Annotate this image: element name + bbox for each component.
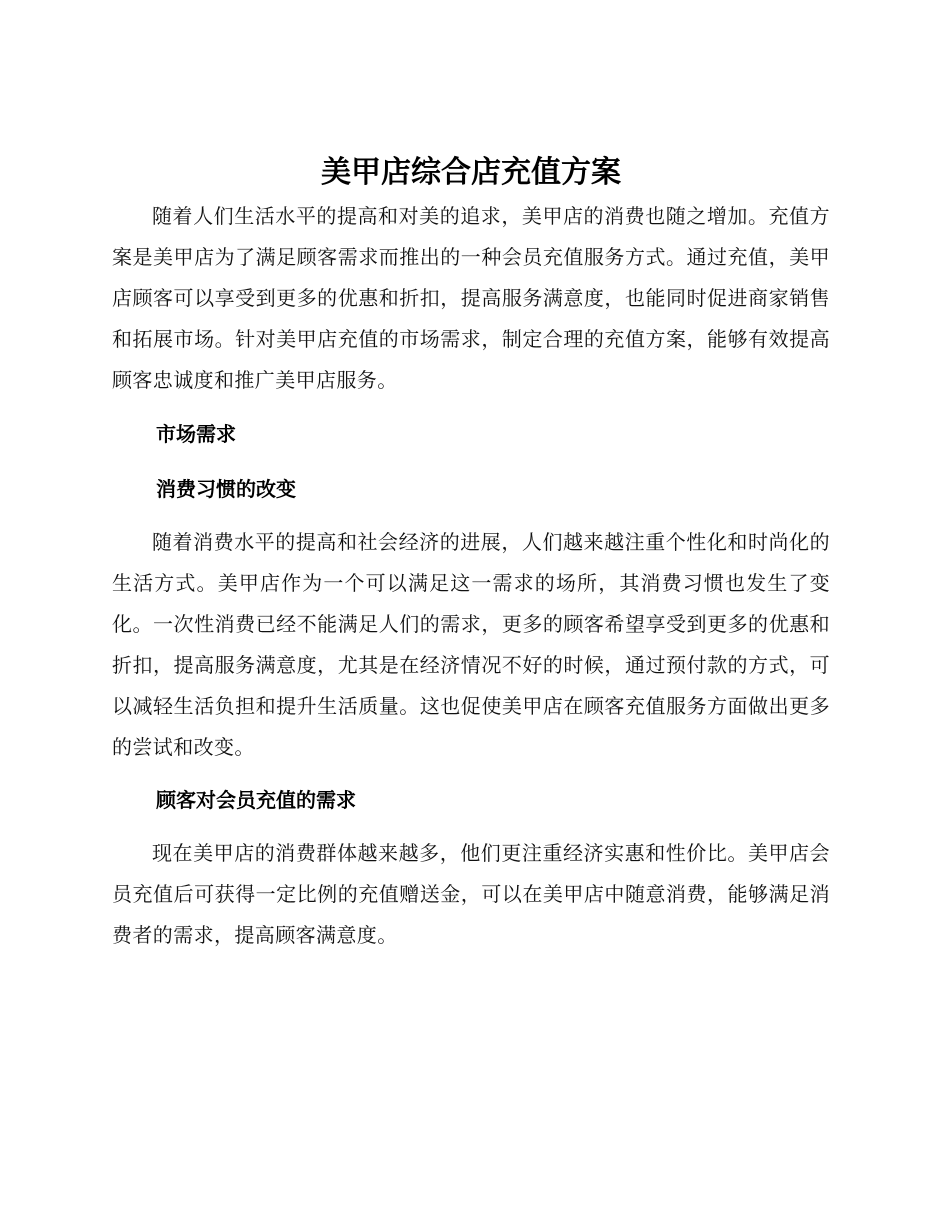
consumption-habits-paragraph: 随着消费水平的提高和社会经济的进展，人们越来越注重个性化和时尚化的生活方式。美甲店作为一个可以满足这一需求的场所，其消费习惯也发生了变化。一次性消费已经不能满足人们的需求，更多的顾客希望享受到更多的优惠和折扣，提高服务满意度，尤其是在经济情况不好的时候，通过预付款的方式，可以减轻生活负担和提升生活质量。这也促使美甲店在顾客充值服务方面做出更多的尝试和改变。: [112, 530, 830, 759]
document-page: [112, 150, 830, 956]
spacer: [112, 510, 830, 522]
spacer: [112, 455, 830, 469]
document-title: 美甲店综合店充值方案: [321, 155, 621, 190]
spacer: [112, 768, 830, 780]
member-recharge-paragraph: 现在美甲店的消费群体越来越多，他们更注重经济实惠和性价比。美甲店会员充值后可获得一定比例的充值赠送金，可以在美甲店中随意消费，能够满足消费者的需求，提高顾客满意度。: [112, 841, 830, 947]
spacer: [112, 821, 830, 833]
intro-paragraph: 随着人们生活水平的提高和对美的追求，美甲店的消费也随之增加。充值方案是美甲店为了满足顾客需求而推出的一种会员充值服务方式。通过充值，美甲店顾客可以享受到更多的优惠和折扣，提高服务满意度，也能同时促进商家销售和拓展市场。针对美甲店充值的市场需求，制定合理的充值方案，能够有效提高顾客忠诚度和推广美甲店服务。: [112, 204, 830, 392]
section-heading-member-recharge-demand: 顾客对会员充值的需求: [156, 788, 356, 812]
section-heading-market-demand: 市场需求: [156, 422, 236, 446]
section-heading-consumption-habits: 消费习惯的改变: [156, 477, 296, 501]
spacer: [112, 401, 830, 414]
